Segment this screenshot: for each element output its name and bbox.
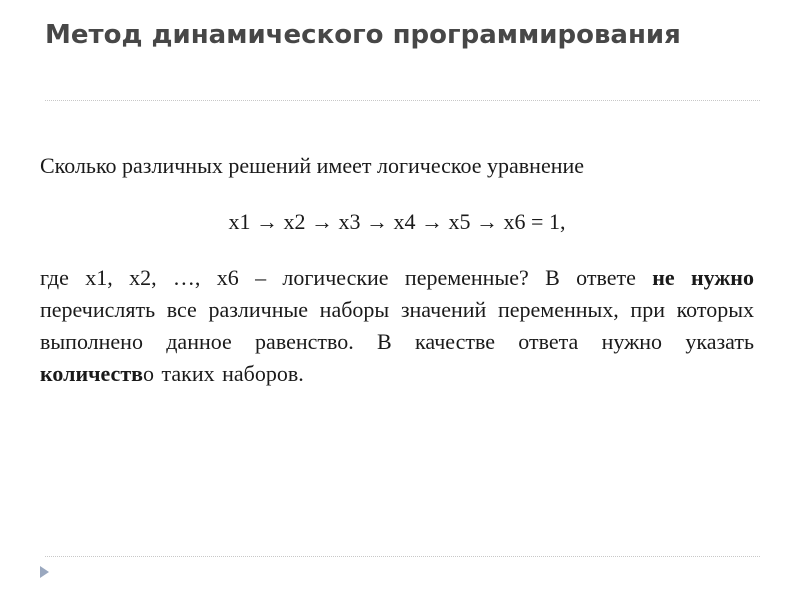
footer-divider [45,556,760,557]
title-divider [45,100,760,101]
slide-body [40,150,754,390]
triangle-right-icon[interactable] [40,566,49,578]
task-paragraph [40,262,754,390]
emphasis-not-needed: не нужно [652,265,754,290]
equation-text: x1 → x2 → x3 → x4 → x5 → x6 = 1, [228,209,566,234]
question-text: Сколько различных решений имеет логическое уравнение [40,153,585,178]
emphasis-quantity: количеств [40,361,144,386]
task-text-part-1: где x1, x2, …, x6 – логические переменные? В ответе [40,265,653,290]
task-text-part-2: перечислять все различные наборы значений переменных, при которых выполнено данное равенство. В качестве ответа нужно указать [40,297,754,354]
task-text-part-3: о таких наборов. [143,361,304,386]
slide-title: Метод динамического программирования [45,20,681,50]
